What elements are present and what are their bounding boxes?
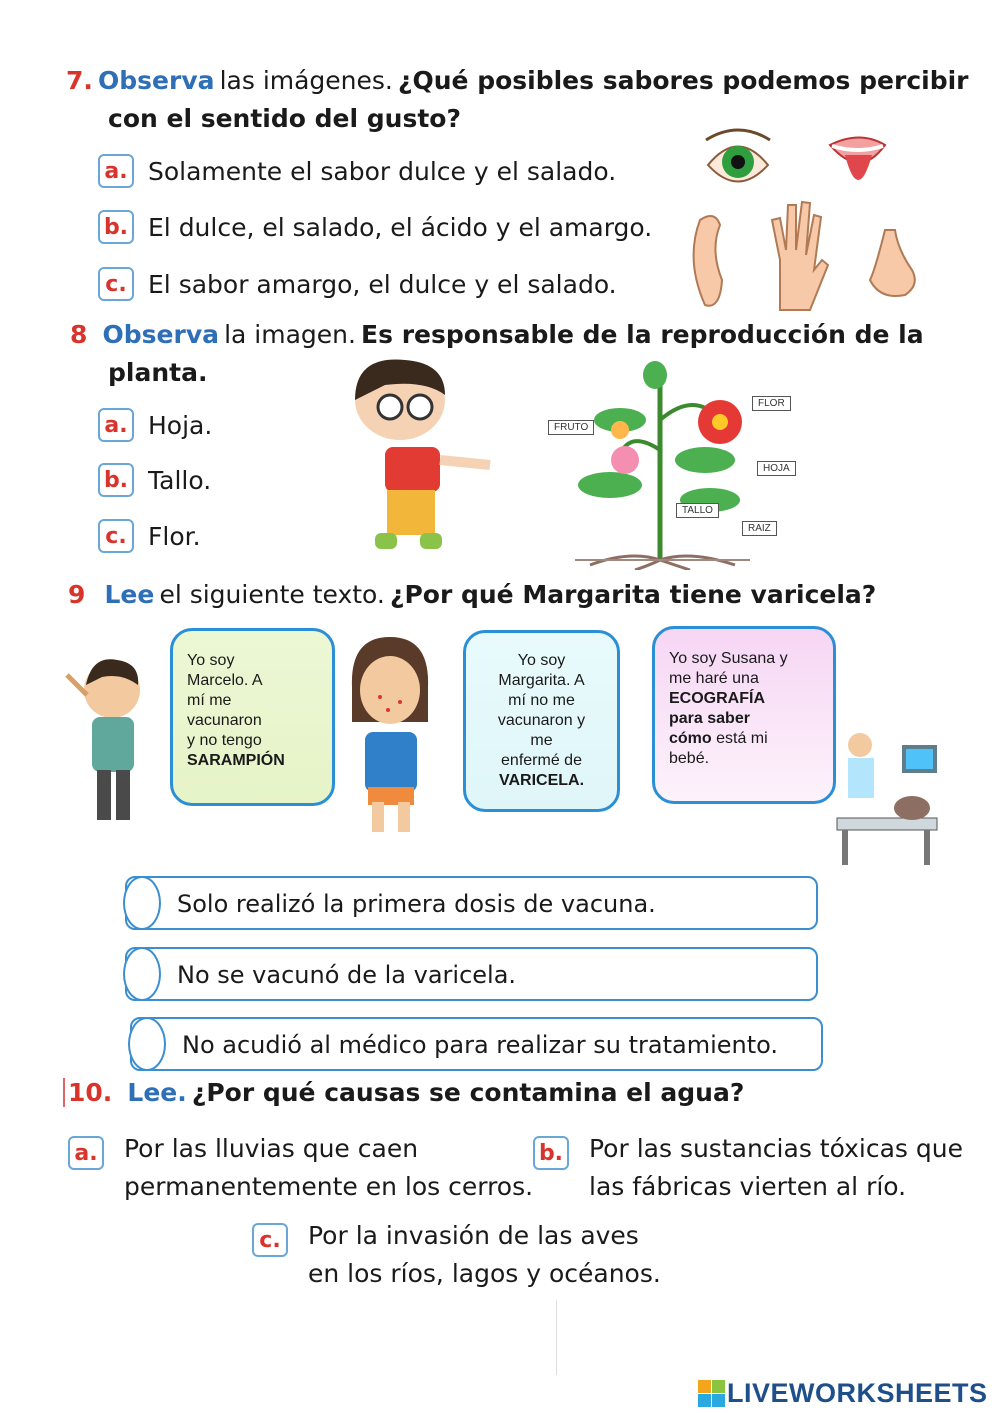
option-text: Solo realizó la primera dosis de vacuna.: [177, 890, 656, 918]
option-text: Solamente el sabor dulce y el salado.: [148, 156, 617, 186]
option-text-line1: Por las sustancias tóxicas que: [589, 1134, 963, 1163]
bubble-line: me haré una: [669, 670, 759, 687]
ultrasound-illustration: [832, 730, 942, 870]
q9-option-2[interactable]: [125, 947, 818, 1001]
option-letter-box[interactable]: a.: [68, 1136, 104, 1170]
q7-option-c[interactable]: [98, 267, 617, 301]
marcelo-illustration: [62, 645, 162, 830]
option-text: Tallo.: [148, 465, 212, 495]
q8-intro: la imagen.: [224, 320, 356, 349]
bubble-bold: cómo: [669, 730, 712, 747]
option-letter-box[interactable]: b.: [98, 210, 134, 244]
q8-number: 8: [70, 320, 88, 349]
bubble-bold: ECOGRAFÍA: [669, 690, 765, 707]
eye-icon: [706, 130, 770, 182]
q7-heading: [66, 66, 969, 95]
q7-intro: las imágenes.: [219, 66, 393, 95]
mouth-icon: [830, 138, 885, 181]
bubble-line: vacunaron: [187, 712, 262, 729]
bubble-line: vacunaron y: [497, 712, 586, 729]
option-text-line2: las fábricas vierten al río.: [589, 1172, 907, 1201]
q9-option-3[interactable]: [130, 1017, 823, 1071]
q10-number: 10.: [68, 1078, 113, 1107]
option-letter-box[interactable]: c.: [98, 519, 134, 553]
option-letter-box[interactable]: b.: [533, 1136, 569, 1170]
option-text-line2: en los ríos, lagos y océanos.: [308, 1259, 661, 1288]
plant-label-fruto: FRUTO: [548, 420, 594, 435]
bubble-line: Marcelo. A: [187, 672, 263, 689]
answer-oval[interactable]: [128, 1017, 166, 1071]
speech-bubble-susana: [652, 626, 836, 804]
bubble-line: [669, 729, 819, 749]
q8-heading: [70, 320, 924, 349]
option-letter-box[interactable]: c.: [98, 267, 134, 301]
bubble-bold: para saber: [669, 710, 750, 727]
bubble-bold: SARAMPIÓN: [187, 752, 285, 769]
option-letter-box[interactable]: c.: [252, 1223, 288, 1257]
answer-oval[interactable]: [123, 876, 161, 930]
q8-option-b[interactable]: [98, 463, 211, 497]
q10-question: ¿Por qué causas se contamina el agua?: [191, 1078, 745, 1107]
bubble-line: Yo soy: [517, 652, 566, 669]
q8-verb: Observa: [102, 320, 219, 349]
q10-heading: [63, 1078, 744, 1107]
q10-verb: Lee.: [127, 1078, 187, 1107]
option-letter-box[interactable]: a.: [98, 154, 134, 188]
brand-name: LIVEWORKSHEETS: [727, 1378, 988, 1408]
liveworksheets-logo: [698, 1378, 988, 1409]
option-text: Hoja.: [148, 410, 213, 440]
bubble-bold: VARICELA.: [498, 772, 585, 789]
option-text-line2: permanentemente en los cerros.: [124, 1172, 534, 1201]
bubble-line: está mi: [711, 730, 768, 747]
plant-illustration: [560, 360, 840, 570]
q9-heading: [68, 580, 876, 609]
q9-question: ¿Por qué Margarita tiene varicela?: [389, 580, 877, 609]
plant-label-raiz: RAIZ: [742, 521, 777, 536]
q7-verb: Observa: [98, 66, 215, 95]
option-text-line1: Por la invasión de las aves: [308, 1221, 639, 1250]
q9-intro: el siguiente texto.: [159, 580, 385, 609]
option-text-line1: Por las lluvias que caen: [124, 1134, 419, 1163]
boy-illustration: [345, 355, 510, 560]
bubble-line: mí me: [187, 692, 232, 709]
nose-icon: [870, 230, 915, 296]
answer-oval[interactable]: [123, 947, 161, 1001]
q7-number: 7.: [66, 66, 93, 95]
option-text: Flor.: [148, 521, 201, 551]
option-text: No se vacunó de la varicela.: [177, 961, 517, 989]
option-text: No acudió al médico para realizar su tratamiento.: [182, 1031, 779, 1059]
q7-question-line1: ¿Qué posibles sabores podemos percibir: [397, 66, 969, 95]
plant-label-flor: FLOR: [752, 396, 791, 411]
option-letter-box[interactable]: b.: [98, 463, 134, 497]
logo-grid-icon: [698, 1380, 725, 1407]
ear-icon: [694, 216, 722, 306]
option-letter-box[interactable]: a.: [98, 408, 134, 442]
speech-bubble-marcelo: [170, 628, 335, 806]
option-text: El dulce, el salado, el ácido y el amargo.: [148, 212, 653, 242]
bubble-line: enfermé de: [501, 752, 582, 769]
bubble-line: me: [530, 732, 553, 749]
q8-option-c[interactable]: [98, 519, 201, 553]
bubble-line: bebé.: [669, 750, 710, 767]
bubble-line: Yo soy Susana y: [669, 650, 788, 667]
margarita-illustration: [340, 632, 440, 837]
hand-icon: [772, 202, 828, 310]
bubble-line: Yo soy: [187, 652, 235, 669]
plant-label-tallo: TALLO: [676, 503, 719, 518]
q9-number: 9: [68, 580, 86, 609]
q8-option-a[interactable]: [98, 408, 212, 442]
q8-question-line1: Es responsable de la reproducción de la: [361, 320, 924, 349]
bubble-line: y no tengo: [187, 732, 262, 749]
senses-illustration: [680, 110, 930, 320]
q8-question-line2: planta.: [108, 358, 208, 387]
q7-option-a[interactable]: [98, 154, 616, 188]
option-text: El sabor amargo, el dulce y el salado.: [148, 269, 617, 299]
bubble-line: mí no me: [508, 692, 575, 709]
q7-question-line2: con el sentido del gusto?: [108, 104, 461, 133]
bubble-line: Margarita. A: [498, 672, 585, 689]
q7-option-b[interactable]: [98, 210, 652, 244]
speech-bubble-margarita: [463, 630, 620, 812]
divider: [556, 1300, 557, 1375]
plant-label-hoja: HOJA: [757, 461, 796, 476]
q9-option-1[interactable]: [125, 876, 818, 930]
q9-verb: Lee: [104, 580, 155, 609]
